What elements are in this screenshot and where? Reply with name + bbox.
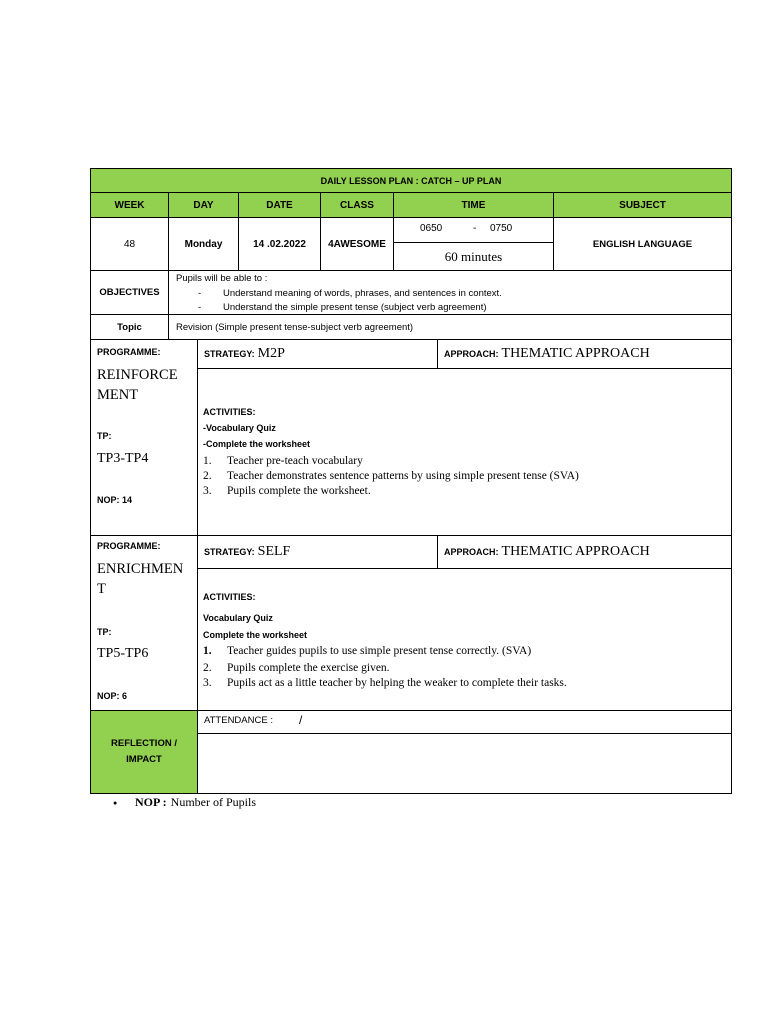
nop-line bbox=[97, 691, 127, 701]
objectives-intro: Pupils will be able to : bbox=[176, 273, 268, 284]
programme-name-line: MENT bbox=[97, 387, 139, 403]
activity-step bbox=[203, 661, 567, 676]
programme-name-line: T bbox=[97, 581, 106, 597]
subject-value: ENGLISH LANGUAGE bbox=[553, 218, 731, 270]
activity-step bbox=[203, 469, 579, 484]
column-header-time: TIME bbox=[393, 193, 553, 218]
objective-item bbox=[198, 288, 502, 299]
bullet-icon: ● bbox=[113, 798, 118, 807]
time-separator: - bbox=[473, 223, 477, 234]
attendance-cell bbox=[198, 711, 731, 734]
strategy-cell bbox=[198, 340, 438, 369]
step-text: Teacher demonstrates sentence patterns by using simple present tense (SVA) bbox=[227, 470, 579, 482]
column-header-date: DATE bbox=[238, 193, 320, 218]
tp-value: TP5-TP6 bbox=[97, 646, 149, 661]
programme-label: PROGRAMME: bbox=[97, 347, 161, 357]
column-header-week: WEEK bbox=[114, 200, 145, 211]
duration-value: 60 minutes bbox=[393, 243, 553, 270]
activities-cell bbox=[198, 569, 731, 710]
step-number: 2. bbox=[203, 662, 212, 674]
programme-label: PROGRAMME: bbox=[97, 541, 161, 551]
activity-steps bbox=[203, 644, 567, 691]
reflection-label-line: IMPACT bbox=[126, 754, 162, 765]
approach-cell bbox=[438, 536, 731, 569]
programme-name bbox=[97, 365, 178, 405]
activity-step bbox=[203, 644, 567, 659]
programme-name-line: REINFORCE bbox=[97, 367, 178, 383]
class-value: 4AWESOME bbox=[320, 218, 393, 270]
activity-line: -Vocabulary Quiz bbox=[203, 423, 276, 433]
time-end: 0750 bbox=[490, 223, 513, 234]
nop-label: NOP: bbox=[97, 691, 120, 701]
strategy-value: SELF bbox=[257, 544, 291, 559]
objectives-content bbox=[168, 271, 731, 314]
topic-value: Revision (Simple present tense-subject verb agreement) bbox=[168, 315, 731, 339]
programme-sidebar bbox=[91, 340, 198, 535]
attendance-label: ATTENDANCE : bbox=[204, 715, 273, 726]
step-number: 1. bbox=[203, 455, 212, 467]
objective-text: Understand the simple present tense (subject verb agreement) bbox=[223, 302, 487, 313]
programme-name bbox=[97, 559, 183, 599]
activity-line: Vocabulary Quiz bbox=[203, 613, 273, 623]
reflection-label bbox=[91, 711, 198, 793]
objectives-label: OBJECTIVES bbox=[99, 287, 160, 298]
column-header-subject: SUBJECT bbox=[553, 193, 731, 218]
approach-label: APPROACH: bbox=[444, 547, 499, 557]
activity-step bbox=[203, 484, 579, 499]
step-number: 3. bbox=[203, 485, 212, 497]
tp-value: TP3-TP4 bbox=[97, 451, 149, 466]
nop-value: 6 bbox=[122, 691, 128, 701]
nop-line bbox=[97, 495, 132, 505]
activities-label: ACTIVITIES: bbox=[203, 407, 256, 417]
strategy-cell bbox=[198, 536, 438, 569]
activity-steps bbox=[203, 454, 579, 499]
time-start: 0650 bbox=[420, 223, 443, 234]
day-value: Monday bbox=[168, 218, 238, 270]
topic-label: Topic bbox=[117, 321, 142, 333]
activities-cell bbox=[198, 369, 731, 535]
tp-label: TP: bbox=[97, 431, 112, 441]
time-range bbox=[393, 218, 553, 243]
objective-item bbox=[198, 302, 487, 313]
objective-text: Understand meaning of words, phrases, and sentences in context. bbox=[223, 288, 502, 299]
date-value: 14 .02.2022 bbox=[238, 218, 320, 270]
column-header-class: CLASS bbox=[320, 193, 393, 218]
step-text: Pupils complete the worksheet. bbox=[227, 485, 371, 497]
lesson-plan-title: DAILY LESSON PLAN : CATCH – UP PLAN bbox=[91, 169, 731, 193]
nop-label: NOP: bbox=[97, 495, 120, 505]
programme-name-line: ENRICHMEN bbox=[97, 561, 184, 577]
footnote-term: NOP : bbox=[135, 795, 167, 809]
nop-value: 14 bbox=[122, 495, 133, 505]
step-text: Pupils act as a little teacher by helping the weaker to complete their tasks. bbox=[227, 677, 567, 689]
step-text: Pupils complete the exercise given. bbox=[227, 662, 390, 674]
column-header-day: DAY bbox=[168, 193, 238, 218]
footnote bbox=[113, 795, 256, 810]
activity-line: Complete the worksheet bbox=[203, 630, 308, 640]
attendance-separator: / bbox=[299, 713, 303, 727]
approach-value: THEMATIC APPROACH bbox=[501, 544, 650, 559]
footnote-definition: Number of Pupils bbox=[170, 795, 257, 809]
activities-label: ACTIVITIES: bbox=[203, 592, 256, 602]
reflection-label-line: REFLECTION / bbox=[111, 738, 177, 749]
step-number: 2. bbox=[203, 470, 212, 482]
objective-bullet: - bbox=[198, 302, 202, 313]
strategy-label: STRATEGY: bbox=[204, 349, 255, 359]
strategy-label: STRATEGY: bbox=[204, 547, 255, 557]
activity-step bbox=[203, 454, 579, 469]
step-text: Teacher pre-teach vocabulary bbox=[227, 455, 363, 467]
approach-cell bbox=[438, 340, 731, 369]
reflection-notes bbox=[198, 734, 731, 793]
strategy-value: M2P bbox=[257, 346, 285, 361]
step-text: Teacher guides pupils to use simple present tense correctly. (SVA) bbox=[227, 645, 532, 657]
step-number: 1. bbox=[203, 645, 212, 657]
approach-value: THEMATIC APPROACH bbox=[501, 346, 650, 361]
step-number: 3. bbox=[203, 677, 212, 689]
objective-bullet: - bbox=[198, 288, 202, 299]
tp-label: TP: bbox=[97, 627, 112, 637]
approach-label: APPROACH: bbox=[444, 349, 499, 359]
activity-line: -Complete the worksheet bbox=[203, 439, 311, 449]
week-value: 48 bbox=[123, 238, 136, 250]
programme-sidebar bbox=[91, 536, 198, 710]
activity-step bbox=[203, 676, 567, 691]
